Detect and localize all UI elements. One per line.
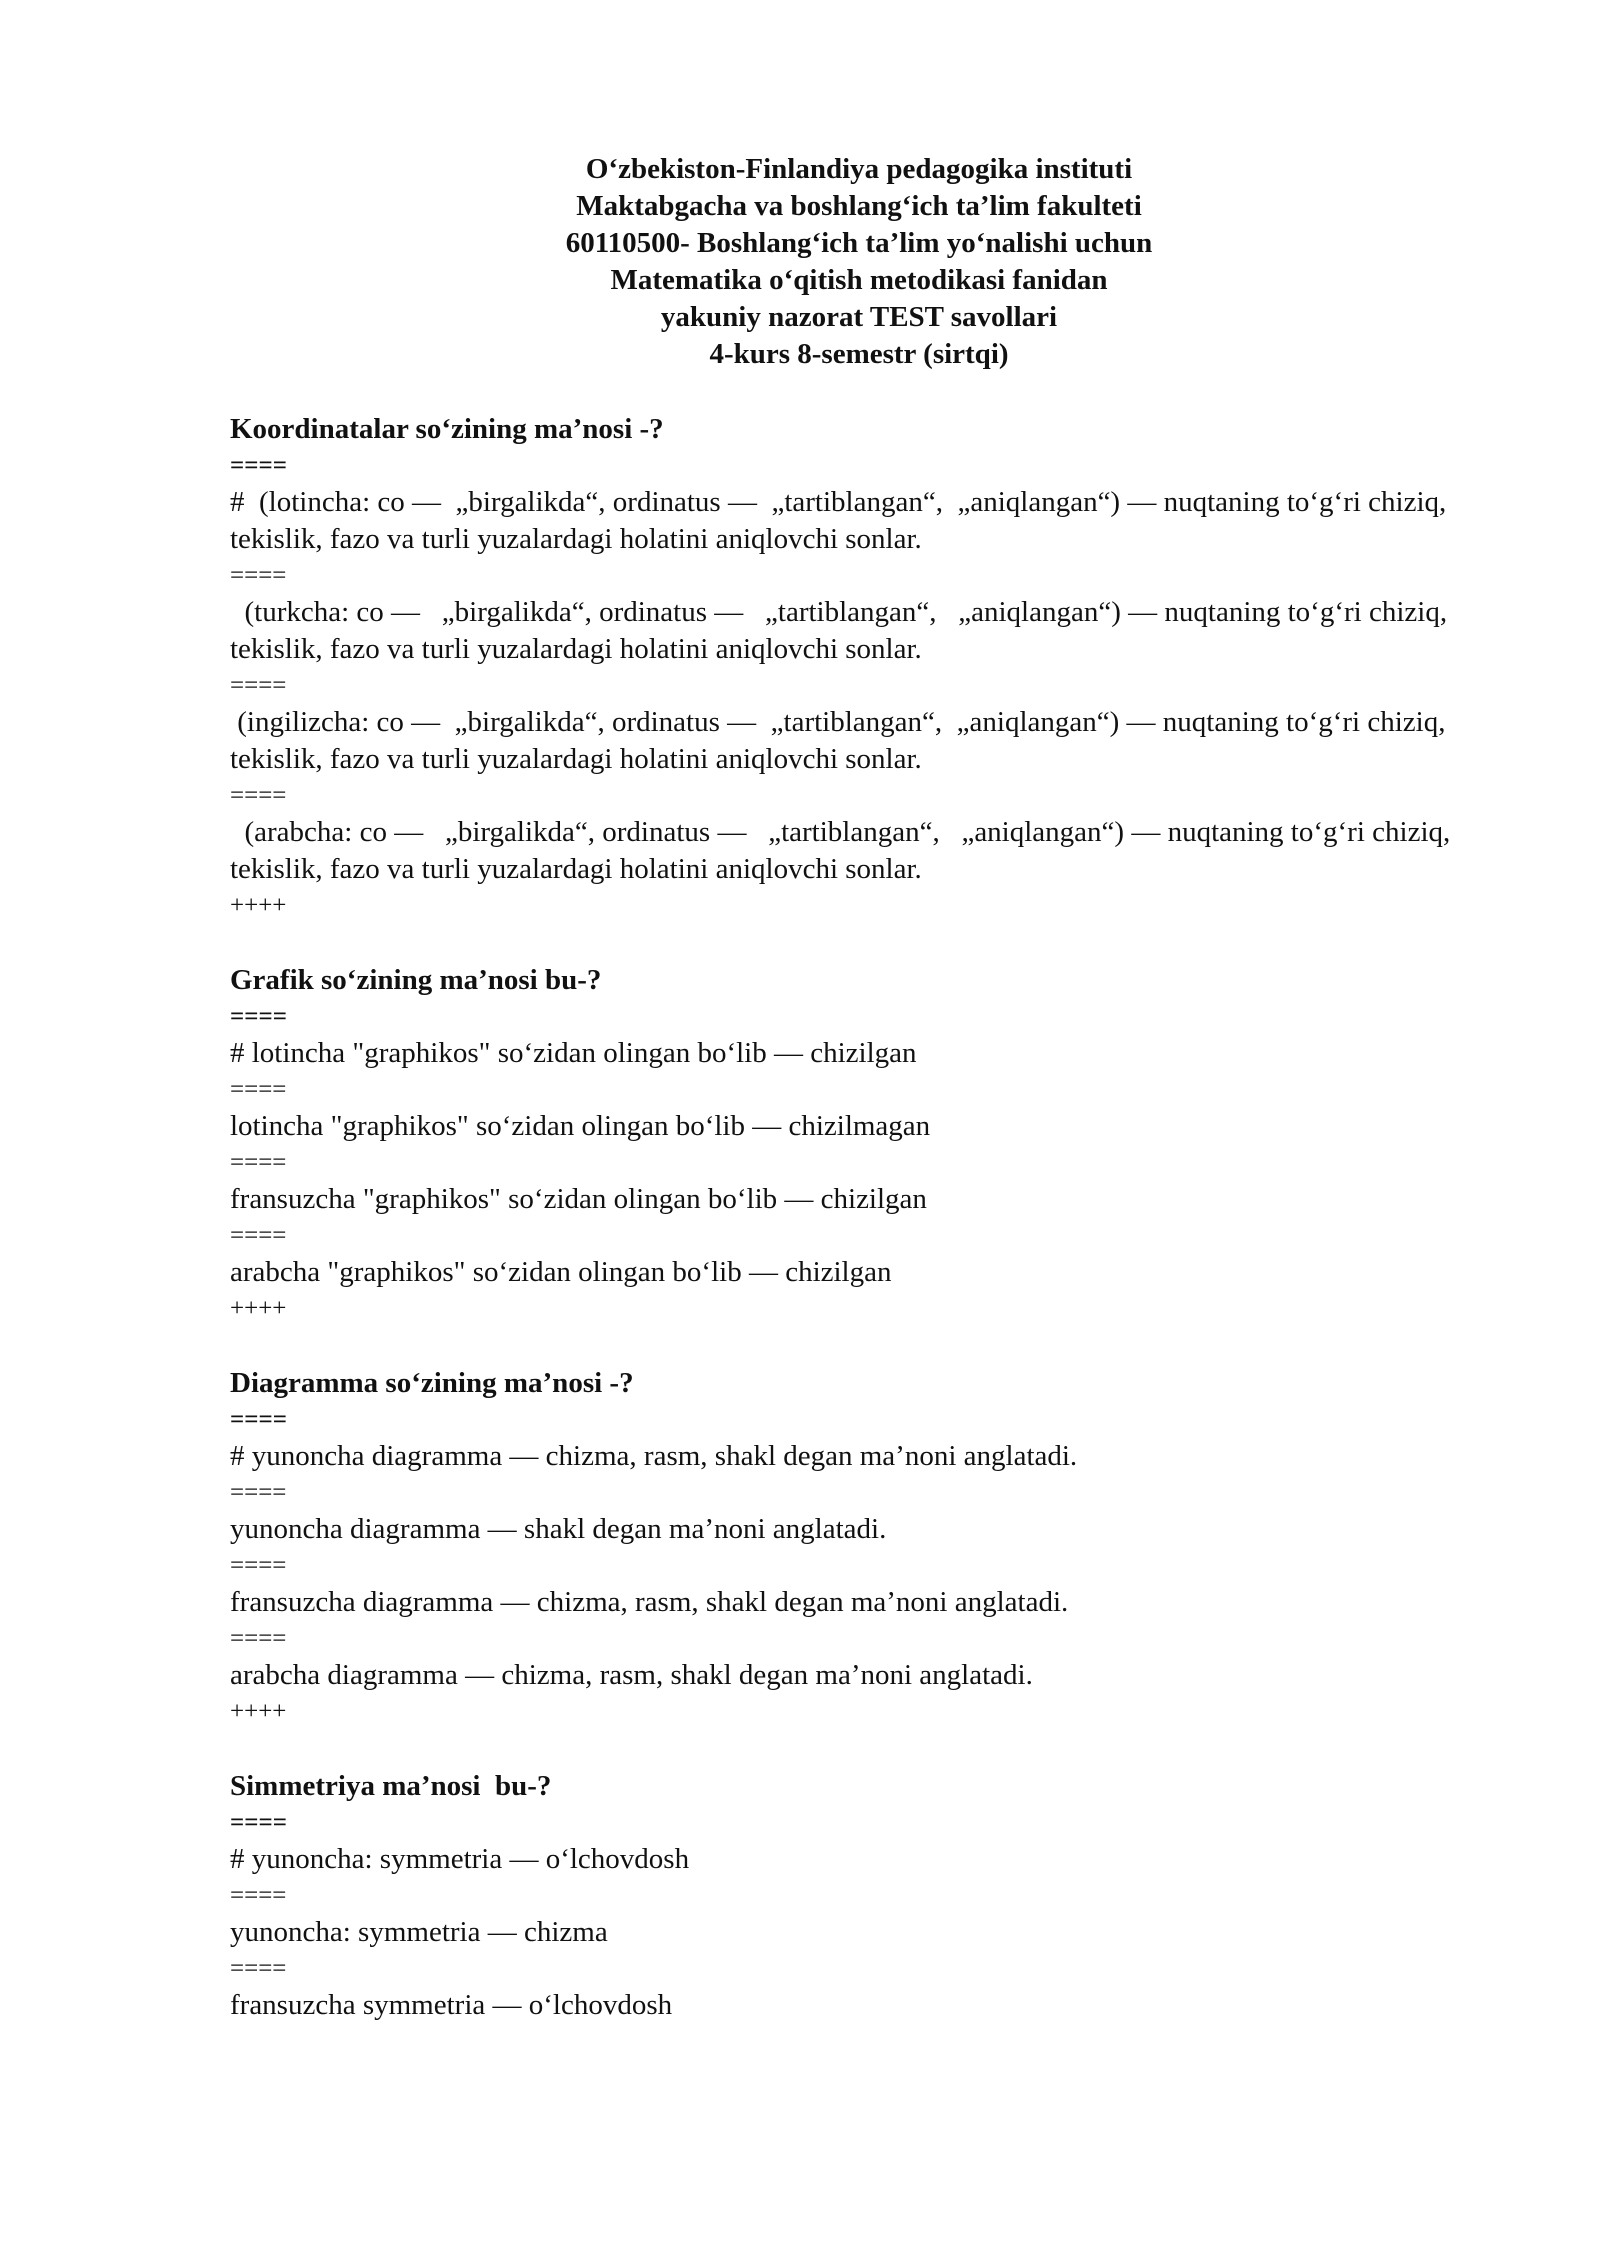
- answer-separator: ====: [230, 452, 287, 479]
- answer-separator: ====: [230, 1552, 287, 1579]
- question-title: Grafik so‘zining ma’nosi bu-?: [230, 964, 602, 996]
- question-block: [230, 410, 1492, 924]
- answer-separator: ====: [230, 1406, 287, 1433]
- answer-separator: ====: [230, 562, 287, 589]
- answer-option: arabcha diagramma — chizma, rasm, shakl degan ma’noni anglatadi.: [230, 1659, 1033, 1691]
- answer-option: yunoncha: symmetria — chizma: [230, 1916, 608, 1948]
- questions-list: [230, 410, 1492, 2061]
- answer-option-correct: # yunoncha: symmetria — o‘lchovdosh: [230, 1843, 690, 1875]
- answer-separator: ====: [230, 1809, 287, 1836]
- answer-option: (turkcha: co — „birgalikda“, ordinatus — „tartiblangan“, „aniqlangan“) — nuqtaning to‘g‘ri chiziq, tekislik, fazo va turli yuzalardagi holatini aniqlovchi sonlar.: [230, 596, 1455, 665]
- question-block: [230, 1767, 1492, 2024]
- question-block: [230, 1364, 1492, 1730]
- document-header: [0, 151, 1600, 373]
- question-title: Koordinatalar so‘zining ma’nosi -?: [230, 413, 664, 445]
- answer-separator: ====: [230, 782, 287, 809]
- question-title: Diagramma so‘zining ma’nosi -?: [230, 1367, 634, 1399]
- answer-option-correct: # (lotincha: co — „birgalikda“, ordinatus — „tartiblangan“, „aniqlangan“) — nuqtaning to‘g‘ri chiziq, tekislik, fazo va turli yuzalardagi holatini aniqlovchi sonlar.: [230, 486, 1454, 555]
- question-end-marker: ++++: [230, 1295, 287, 1322]
- answer-option: (arabcha: co — „birgalikda“, ordinatus — „tartiblangan“, „aniqlangan“) — nuqtaning to‘g‘ri chiziq, tekislik, fazo va turli yuzalardagi holatini aniqlovchi sonlar.: [230, 816, 1458, 885]
- answer-option: yunoncha diagramma — shakl degan ma’noni anglatadi.: [230, 1513, 887, 1545]
- answer-separator: ====: [230, 1076, 287, 1103]
- header-faculty: Maktabgacha va boshlang‘ich ta’lim fakulteti: [576, 190, 1142, 222]
- answer-option: arabcha "graphikos" so‘zidan olingan bo‘lib — chizilgan: [230, 1256, 892, 1288]
- answer-option-correct: # lotincha "graphikos" so‘zidan olingan bo‘lib — chizilgan: [230, 1037, 917, 1069]
- answer-separator: ====: [230, 1149, 287, 1176]
- header-course: 4-kurs 8-semestr (sirtqi): [709, 338, 1009, 370]
- answer-separator: ====: [230, 672, 287, 699]
- header-program: 60110500- Boshlang‘ich ta’lim yo‘nalishi uchun: [565, 227, 1153, 259]
- answer-option: fransuzcha "graphikos" so‘zidan olingan bo‘lib — chizilgan: [230, 1183, 927, 1215]
- answer-option-correct: # yunoncha diagramma — chizma, rasm, shakl degan ma’noni anglatadi.: [230, 1440, 1078, 1472]
- header-test-title: yakuniy nazorat TEST savollari: [660, 301, 1058, 333]
- answer-option: fransuzcha symmetria — o‘lchovdosh: [230, 1989, 673, 2021]
- answer-option: lotincha "graphikos" so‘zidan olingan bo‘lib — chizilmagan: [230, 1110, 931, 1142]
- answer-separator: ====: [230, 1882, 287, 1909]
- answer-separator: ====: [230, 1955, 287, 1982]
- answer-separator: ====: [230, 1003, 287, 1030]
- question-block: [230, 961, 1492, 1327]
- question-title: Simmetriya ma’nosi bu-?: [230, 1770, 552, 1802]
- answer-separator: ====: [230, 1222, 287, 1249]
- question-end-marker: ++++: [230, 1698, 287, 1725]
- answer-separator: ====: [230, 1625, 287, 1652]
- answer-option: (ingilizcha: co — „birgalikda“, ordinatus — „tartiblangan“, „aniqlangan“) — nuqtaning to‘g‘ri chiziq, tekislik, fazo va turli yuzalardagi holatini aniqlovchi sonlar.: [230, 706, 1453, 775]
- header-subject: Matematika o‘qitish metodikasi fanidan: [610, 264, 1108, 296]
- answer-separator: ====: [230, 1479, 287, 1506]
- header-institute: O‘zbekiston-Finlandiya pedagogika instituti: [585, 153, 1133, 185]
- answer-option: fransuzcha diagramma — chizma, rasm, shakl degan ma’noni anglatadi.: [230, 1586, 1069, 1618]
- question-end-marker: ++++: [230, 892, 287, 919]
